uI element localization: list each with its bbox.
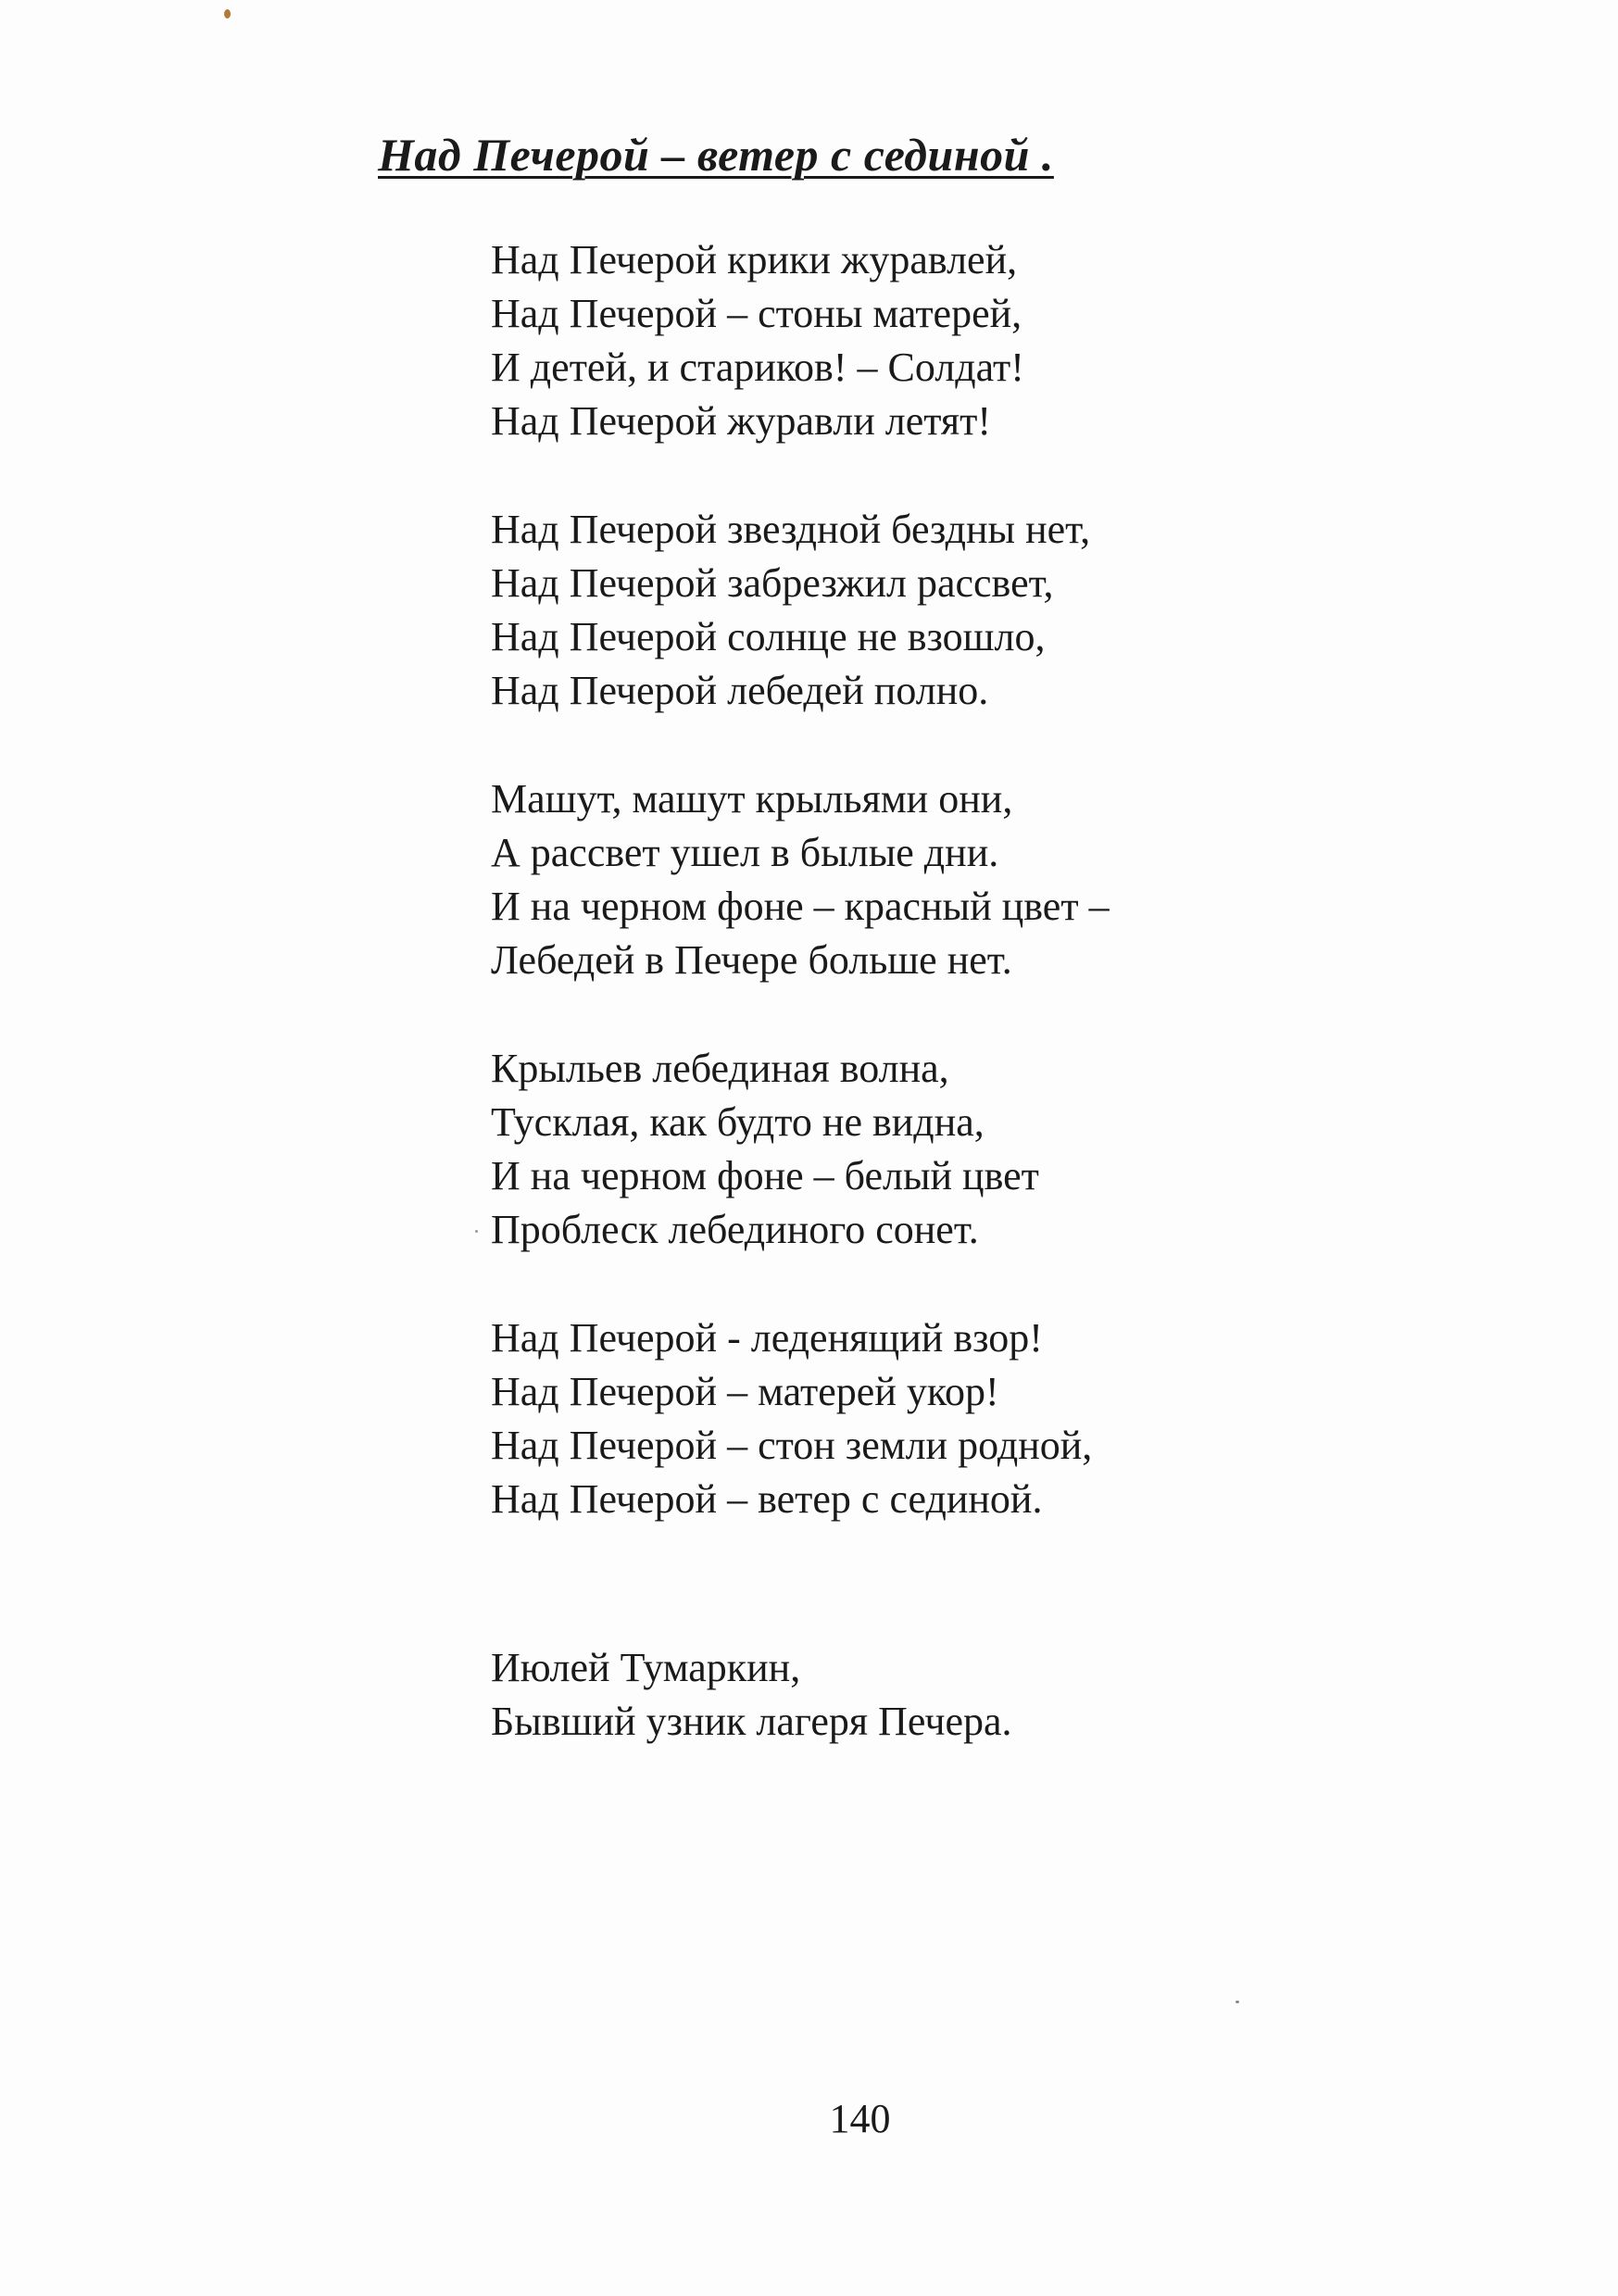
poem-title: Над Печерой – ветер с сединой . <box>378 129 1054 181</box>
poem-line: Над Печерой – матерей укор! <box>491 1369 999 1414</box>
poem-body <box>491 233 1417 1581</box>
poem-line: Над Печерой – ветер с сединой. <box>491 1476 1043 1522</box>
poem-line: И на черном фоне – белый цвет <box>491 1153 1039 1198</box>
poem-line: Крыльев лебединая волна, <box>491 1046 949 1091</box>
poem-line: Лебедей в Печере больше нет. <box>491 937 1012 983</box>
poem-line: А рассвет ушел в былые дни. <box>491 830 999 875</box>
stanza <box>491 1311 1417 1526</box>
poem-line: Над Печерой забрезжил рассвет, <box>491 560 1054 606</box>
paper-speck <box>475 1230 478 1233</box>
poem-line: Над Печерой – стон земли родной, <box>491 1423 1093 1468</box>
poem-line: И на черном фоне – красный цвет – <box>491 884 1110 929</box>
poem-line: Над Печерой – стоны матерей, <box>491 291 1022 336</box>
poem-line: Над Печерой - леденящий взор! <box>491 1315 1043 1361</box>
poem-line: Над Печерой крики журавлей, <box>491 237 1018 282</box>
poem-line: Тусклая, как будто не видна, <box>491 1099 985 1145</box>
paper-speck <box>224 9 231 19</box>
poem-line: Машут, машут крыльями они, <box>491 776 1013 822</box>
poem-line: Над Печерой журавли летят! <box>491 398 991 444</box>
stanza <box>491 1042 1417 1257</box>
poem-line: И детей, и стариков! – Солдат! <box>491 345 1024 390</box>
author-name: Июлей Тумаркин, <box>491 1645 801 1690</box>
poem-line: Над Печерой солнце не взошло, <box>491 614 1046 659</box>
paper-speck <box>1235 2001 1239 2003</box>
stanza <box>491 772 1417 987</box>
poem-line: Проблеск лебединого сонет. <box>491 1207 979 1252</box>
poem-line: Над Печерой звездной бездны нет, <box>491 507 1091 552</box>
poem-line: Над Печерой лебедей полно. <box>491 668 989 713</box>
page-number: 140 <box>829 2096 891 2141</box>
stanza <box>491 503 1417 718</box>
author-description: Бывший узник лагеря Печера. <box>491 1699 1012 1744</box>
author-signature <box>491 1641 1324 1749</box>
stanza <box>491 233 1417 448</box>
